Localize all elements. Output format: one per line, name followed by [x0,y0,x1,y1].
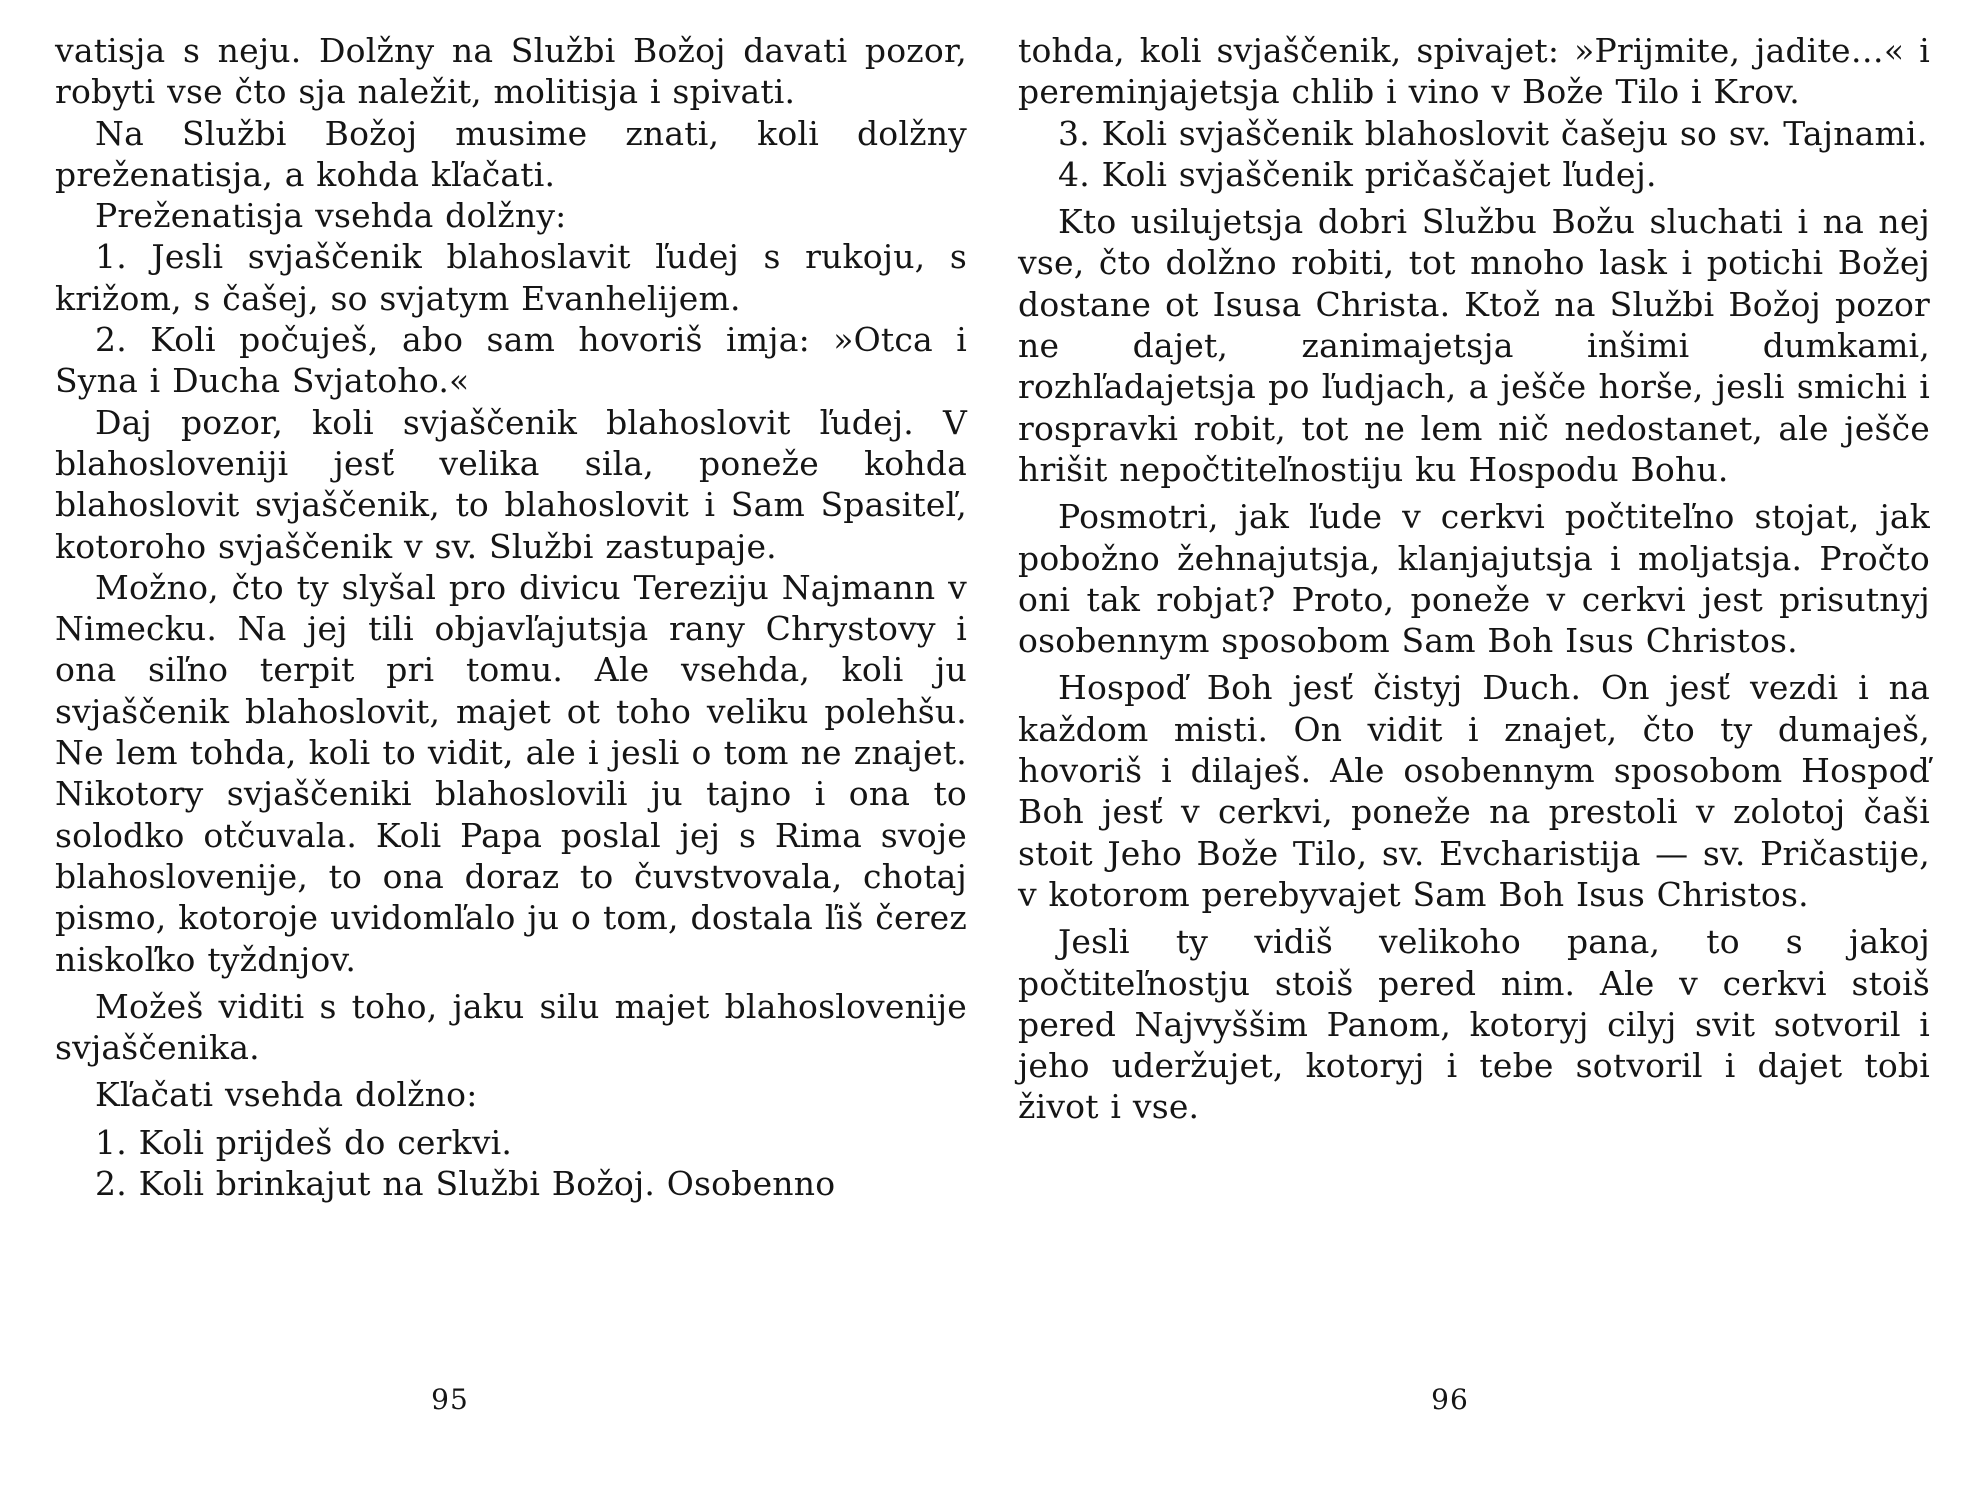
left-page [55,30,967,1430]
left-page-number: 95 [431,1383,469,1416]
right-paragraph-2: 3. Koli svjaščenik blahoslovit čašeju so sv. Tajnami. [1058,113,1928,153]
left-paragraph-8: Možeš viditi s toho, jaku silu majet blahoslovenije svjaščenika. [55,986,967,1068]
right-paragraph-4: Kto usilujetsja dobri Službu Božu sluchati i na nej vse, čto dolžno robiti, tot mnoho lask i potichi Božej dostane ot Isusa Christa. Ktož na Službi Božoj pozor ne dajet, zanimajetsja inšimi dumkami, rozhľadajetsja po ľudjach, a ješče horše, jesli smichi i rospravki robit, tot ne lem nič nedostanet, ale ješče hrišit nepočtiteľnostiju ku Hospodu Bohu. [1018,202,1930,489]
left-paragraph-11: 2. Koli brinkajut na Službi Božoj. Osobenno [95,1164,836,1204]
right-page [1018,30,1930,1430]
left-paragraph-5: 2. Koli počuješ, abo sam hovoriš imja: »Otca i Syna i Ducha Svjatoho.« [55,320,967,401]
left-paragraph-4: 1. Jesli svjaščenik blahoslavit ľudej s rukoju, s križom, s čašej, so svjatym Evanhelijem. [55,237,967,318]
right-page-number: 96 [1431,1383,1469,1416]
left-paragraph-6: Daj pozor, koli svjaščenik blahoslovit ľudej. V blahosloveniji jesť velika sila, poneže kohda blahoslovit svjaščenik, to blahoslovit i Sam Spasiteľ, kotoroho svjaščenik v sv. Službi zastupaje. [55,402,967,566]
left-paragraph-3: Preženatisja vsehda dolžny: [95,196,567,236]
left-paragraph-9: Kľačati vsehda dolžno: [95,1075,478,1115]
left-paragraph-2: Na Službi Božoj musime znati, koli dolžny preženatisja, a kohda kľačati. [55,113,967,194]
right-paragraph-1: tohda, koli svjaščenik, spivajet: »Prijmite, jadite…« i pereminjajetsja chlib i vino v Bože Tilo i Krov. [1018,31,1930,112]
right-paragraph-5: Posmotri, jak ľude v cerkvi počtiteľno stojat, jak pobožno žehnajutsja, klanjajutsja i moljatsja. Pročto oni tak robjat? Proto, poneže v cerkvi jest prisutnyj osobennym sposobom Sam Boh Isus Christos. [1018,497,1930,661]
left-paragraph-7: Možno, čto ty slyšal pro divicu Tereziju Najmann v Nimecku. Na jej tili objavľajutsja rany Chrystovy i ona siľno terpit pri tomu. Ale vsehda, koli ju svjaščenik blahoslovit, majet ot toho veliku polehšu. Ne lem tohda, koli to vidit, ale i jesli o tom ne znajet. Nikotory svjaščeniki blahoslovili ju tajno i ona to solodko otčuvala. Koli Papa poslal jej s Rima svoje blahoslovenije, to ona doraz to čuvstvovala, chotaj pismo, kotoroje uvidomľalo ju o tom, dostala ľiš čerez niskoľko tyždnjov. [55,567,967,979]
right-paragraph-3: 4. Koli svjaščenik pričaščajet ľudej. [1058,154,1657,194]
left-paragraph-10: 1. Koli prijdeš do cerkvi. [95,1122,513,1162]
right-paragraph-7: Jesli ty vidiš velikoho pana, to s jakoj počtiteľnostju stoiš pered nim. Ale v cerkvi stoiš pered Najvyššim Panom, kotoryj cilyj svit sotvoril i jeho uderžujet, kotoryj i tebe sotvoril i dajet tobi život i vse. [1018,922,1930,1127]
right-paragraph-6: Hospoď Boh jesť čistyj Duch. On jesť vezdi i na každom misti. On vidit i znajet, čto ty dumaješ, hovoriš i dilaješ. Ale osobennym sposobom Hospoď Boh jesť v cerkvi, poneže na prestoli v zolotoj čaši stoit Jeho Bože Tilo, sv. Evcharistija — sv. Pričastije, v kotorom perebyvajet Sam Boh Isus Christos. [1018,668,1930,914]
left-paragraph-1: vatisja s neju. Dolžny na Službi Božoj davati pozor, robyti vse čto sja naležit, molitisja i spivati. [55,31,967,112]
